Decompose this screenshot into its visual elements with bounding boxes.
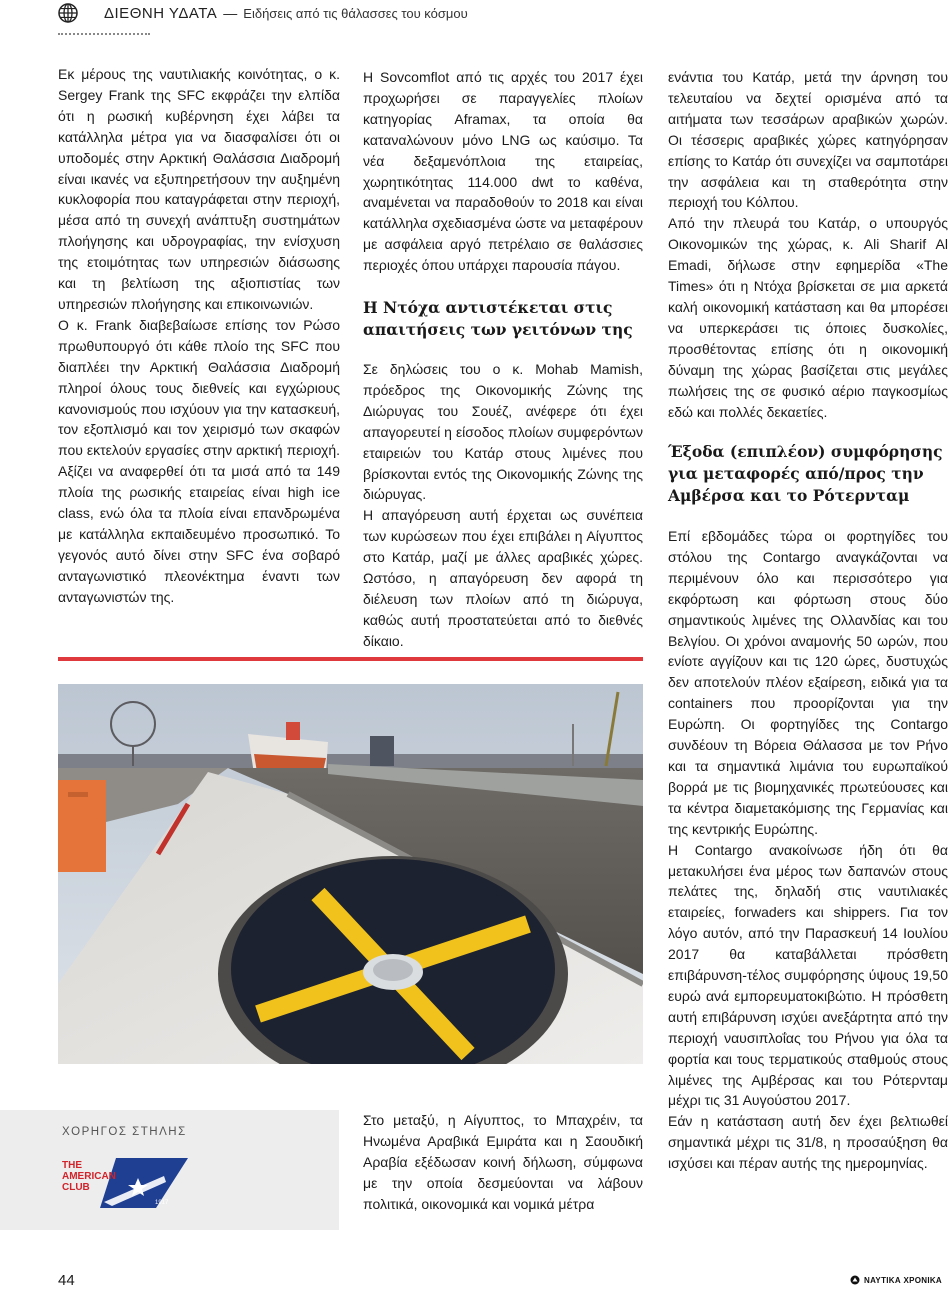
- section-subtitle: Ειδήσεις από τις θάλασσες του κόσμου: [243, 5, 468, 21]
- paragraph: Η Sovcomflot από τις αρχές του 2017 έχει προχωρήσει σε παραγγελίες πλοίων κατηγορίας Aframax, τα οποία θα καταναλώνουν μόνο LNG ως καύσιμο. Τα νέα δεξαμενόπλοια της εταιρείας, χωρητικότητας 114.000 dwt το καθένα, αναμένεται να παραδοθούν το 2018 και είναι κατάλληλα σχεδιασμένα ώστε να μεταφέρουν με ασφάλεια αργό πετρέλαιο σε θαλάσσιες περιοχές όπου υπάρχει παρουσία πάγου.: [363, 69, 643, 274]
- paragraph: ενάντια του Κατάρ, μετά την άρνηση του τελευταίου να δεχτεί ορισμένα από τα αιτήματα των τεσσάρων αραβικών χωρών. Οι τέσσερις αραβικές χώρες κατηγόρησαν επίσης το Κατάρ ότι συνεχίζει να σαμποτάρει την ασφάλεια και τη σταθερότητα στην περιοχή του Κόλπου.: [668, 69, 948, 211]
- paragraph: Από την πλευρά του Κατάρ, ο υπουργός Οικονομικών της χώρας, κ. Ali Sharif Al Emadi, δήλωσε στην εφημερίδα «The Times» ότι η Ντόχα βρίσκεται σε μια αρκετά καλή οικονομική κατάσταση και θα μπορέσει να υπερκεράσει τις όποιες δυσκολίες, προσθέτοντας επίσης ότι η οικονομική δύναμη της χώρας βασίζεται στις μεγάλες πωλήσεις της σε φυσικό αέριο παγκοσμίως εδώ και πολλές δεκαετίες.: [668, 215, 948, 420]
- paragraph: Επί εβδομάδες τώρα οι φορτηγίδες του στόλου της Contargo αναγκάζονται να περιμένουν όλο και περισσότερο για εκφόρτωση και φόρτωση στους δύο σημαντικούς λιμένες της Ολλανδίας και του Βελγίου. Οι χρόνοι αναμονής 50 ωρών, που ενίοτε αγγίζουν και τις 120 ώρες, δυστυχώς δεν αποτελούν πλέον εξαίρεση, ειδικά για τα containers που προορίζονται για την Ευρώπη. Οι φορτηγίδες της Contargo συνδέουν τη Βόρεια Θάλασσα με τον Ρήνο και τα σημαντικά λιμάνια του ευρωπαϊκού βορρά με τις βιομηχανικές πρωτεύουσες και τα κέντρα διαμετακόμισης της Γερμανίας και της κεντρικής Ευρώπης.: [668, 528, 948, 837]
- logo-text-american: AMERICAN: [62, 1171, 116, 1182]
- logo-text-club: CLUB: [62, 1182, 90, 1193]
- column-2: [363, 67, 643, 276]
- logo-text-the: THE: [62, 1160, 82, 1171]
- paragraph: Στο μεταξύ, η Αίγυπτος, το Μπαχρέιν, τα Ηνωμένα Αραβικά Εμιράτα και η Σαουδική Αραβία εξέδωσαν κοινή δήλωση, σύμφωνα με την οποία δεσμεύονται να λάβουν πολιτικά, οικονομικά και νομικά μέτρα: [363, 1112, 643, 1212]
- footer-brand: [850, 1275, 942, 1285]
- brand-mark-icon: [850, 1275, 860, 1285]
- paragraph: Εκ μέρους της ναυτιλιακής κοινότητας, ο κ. Sergey Frank της SFC εκφράζει την ελπίδα ότι η ρωσική κυβέρνηση έχει λάβει τα κατάλληλα μέτρα για να διασφαλίσει ότι οι υποδομές στην Αρκτική Θαλάσσια Διαδρομή είναι ικανές να εξυπηρετήσουν την αυξημένη κυκλοφορία που καταγράφεται στην περιοχή, μέσα από τη συνεχή ανάπτυξη συστημάτων πλοήγησης και υδρογραφίας, την ενίσχυση της ετοιμότητας των υπηρεσιών διάσωσης και τη βελτίωση της αξιοπιστίας των υπηρεσιών πλοήγησης και επικοινωνιών.: [58, 66, 340, 312]
- paragraph: Ο κ. Frank διαβεβαίωσε επίσης τον Ρώσο πρωθυπουργό ότι κάθε πλοίο της SFC που διαπλέει την Αρκτική Θαλάσσια Διαδρομή πληροί όλους τους διεθνείς και εγχώριους κανονισμούς που ισχύουν για την κατασκευή, τον εξοπλισμό και τον χειρισμό των σκαφών που εκτελούν εργασίες στην αρκτική περιοχή. Αξίζει να αναφερθεί ότι τα μισά από τα 149 πλοία της ρωσικής εταιρείας είναι high ice class, ενώ όλα τα πλοία είναι επανδρωμένα με κατάλληλα εκπαιδευμένο προσωπικό. Το γεγονός αυτό δίνει στην SFC ένα σοβαρό ανταγωνιστικό πλεονέκτημα έναντι των ανταγωνιστών της.: [58, 316, 340, 605]
- subhead-doha: Η Ντόχα αντιστέκεται στις απαιτήσεις των γειτόνων της: [363, 298, 633, 339]
- paragraph: Η Contargo ανακοίνωσε ήδη ότι θα μετακυλήσει ένα μέρος των δαπανών στους πελάτες της, δηλαδή στις ναυτιλιακές εταιρείες, forwaders και shippers. Για τον λόγο αυτόν, από την Παρασκευή 14 Ιουλίου 2017 θα καταβάλλεται πρόσθετη επιβάρυνση-τέλος συμφόρησης ύψους 19,50 ευρώ ανά εμπορευματοκιβώτιο. Η πρόσθετη αυτή επιβάρυνση ισχύει ανεξάρτητα από την περιοχή ναυσιπλοΐας του Ρήνου για όλα τα φορτία και τους τερματικούς σταθμούς στους λιμένες της Αμβέρσας και του Ρότερνταμ μέχρι τις 31 Αυγούστου 2017.: [668, 841, 948, 1109]
- globe-icon: [58, 3, 78, 23]
- page-header: [58, 0, 468, 26]
- logo-year: 1917: [155, 1200, 169, 1206]
- column-2-continuation: [363, 1110, 643, 1215]
- port-lock-photo: [58, 684, 643, 1064]
- sponsor-box: [0, 1110, 339, 1230]
- column-1: [58, 64, 340, 608]
- header-dotted-rule: [58, 33, 150, 35]
- column-3-body: [668, 526, 948, 1174]
- header-dash: —: [223, 5, 238, 21]
- brand-name: ΝΑΥΤΙΚΑ ΧΡΟΝΙΚΑ: [864, 1275, 942, 1285]
- paragraph: Σε δηλώσεις του ο κ. Mohab Mamish, πρόεδρος της Οικονομικής Ζώνης της Διώρυγας του Σουέζ, ανέφερε ότι έχει απαγορευτεί η είσοδος πλοίων συμφερόντων εταιρειών του Κατάρ στους λιμένες που βρίσκονται εντός της Οικονομικής Ζώνης της διώρυγας.: [363, 361, 643, 503]
- page-number: 44: [58, 1272, 75, 1289]
- sponsor-label: ΧΟΡΗΓΟΣ ΣΤΗΛΗΣ: [62, 1126, 187, 1138]
- paragraph: Εάν η κατάσταση αυτή δεν έχει βελτιωθεί σημαντικά μέχρι τις 31/8, η προσαύξηση θα ισχύσει και πέραν αυτής της ημερομηνίας.: [668, 1113, 948, 1172]
- red-divider: [58, 657, 643, 661]
- subhead-contargo: Έξοδα (επιπλέον) συμφόρησης για μεταφορές από/προς την Αμβέρσα και το Ρότερνταμ: [668, 442, 943, 505]
- american-club-logo: [60, 1154, 190, 1210]
- paragraph: Η απαγόρευση αυτή έρχεται ως συνέπεια των κυρώσεων που έχει επιβάλει η Αίγυπτος στο Κατάρ, μαζί με άλλες αραβικές χώρες. Ωστόσο, η απαγόρευση δεν αφορά τη διέλευση των πλοίων από τη διώρυγα, καθώς αυτή προστατεύεται από το διεθνές δίκαιο.: [363, 507, 643, 649]
- photo-illustration: [58, 684, 643, 1064]
- section-title: ΔΙΕΘΝΗ ΥΔΑΤΑ: [104, 4, 218, 22]
- column-2-body: [363, 359, 643, 652]
- column-3: [668, 67, 948, 422]
